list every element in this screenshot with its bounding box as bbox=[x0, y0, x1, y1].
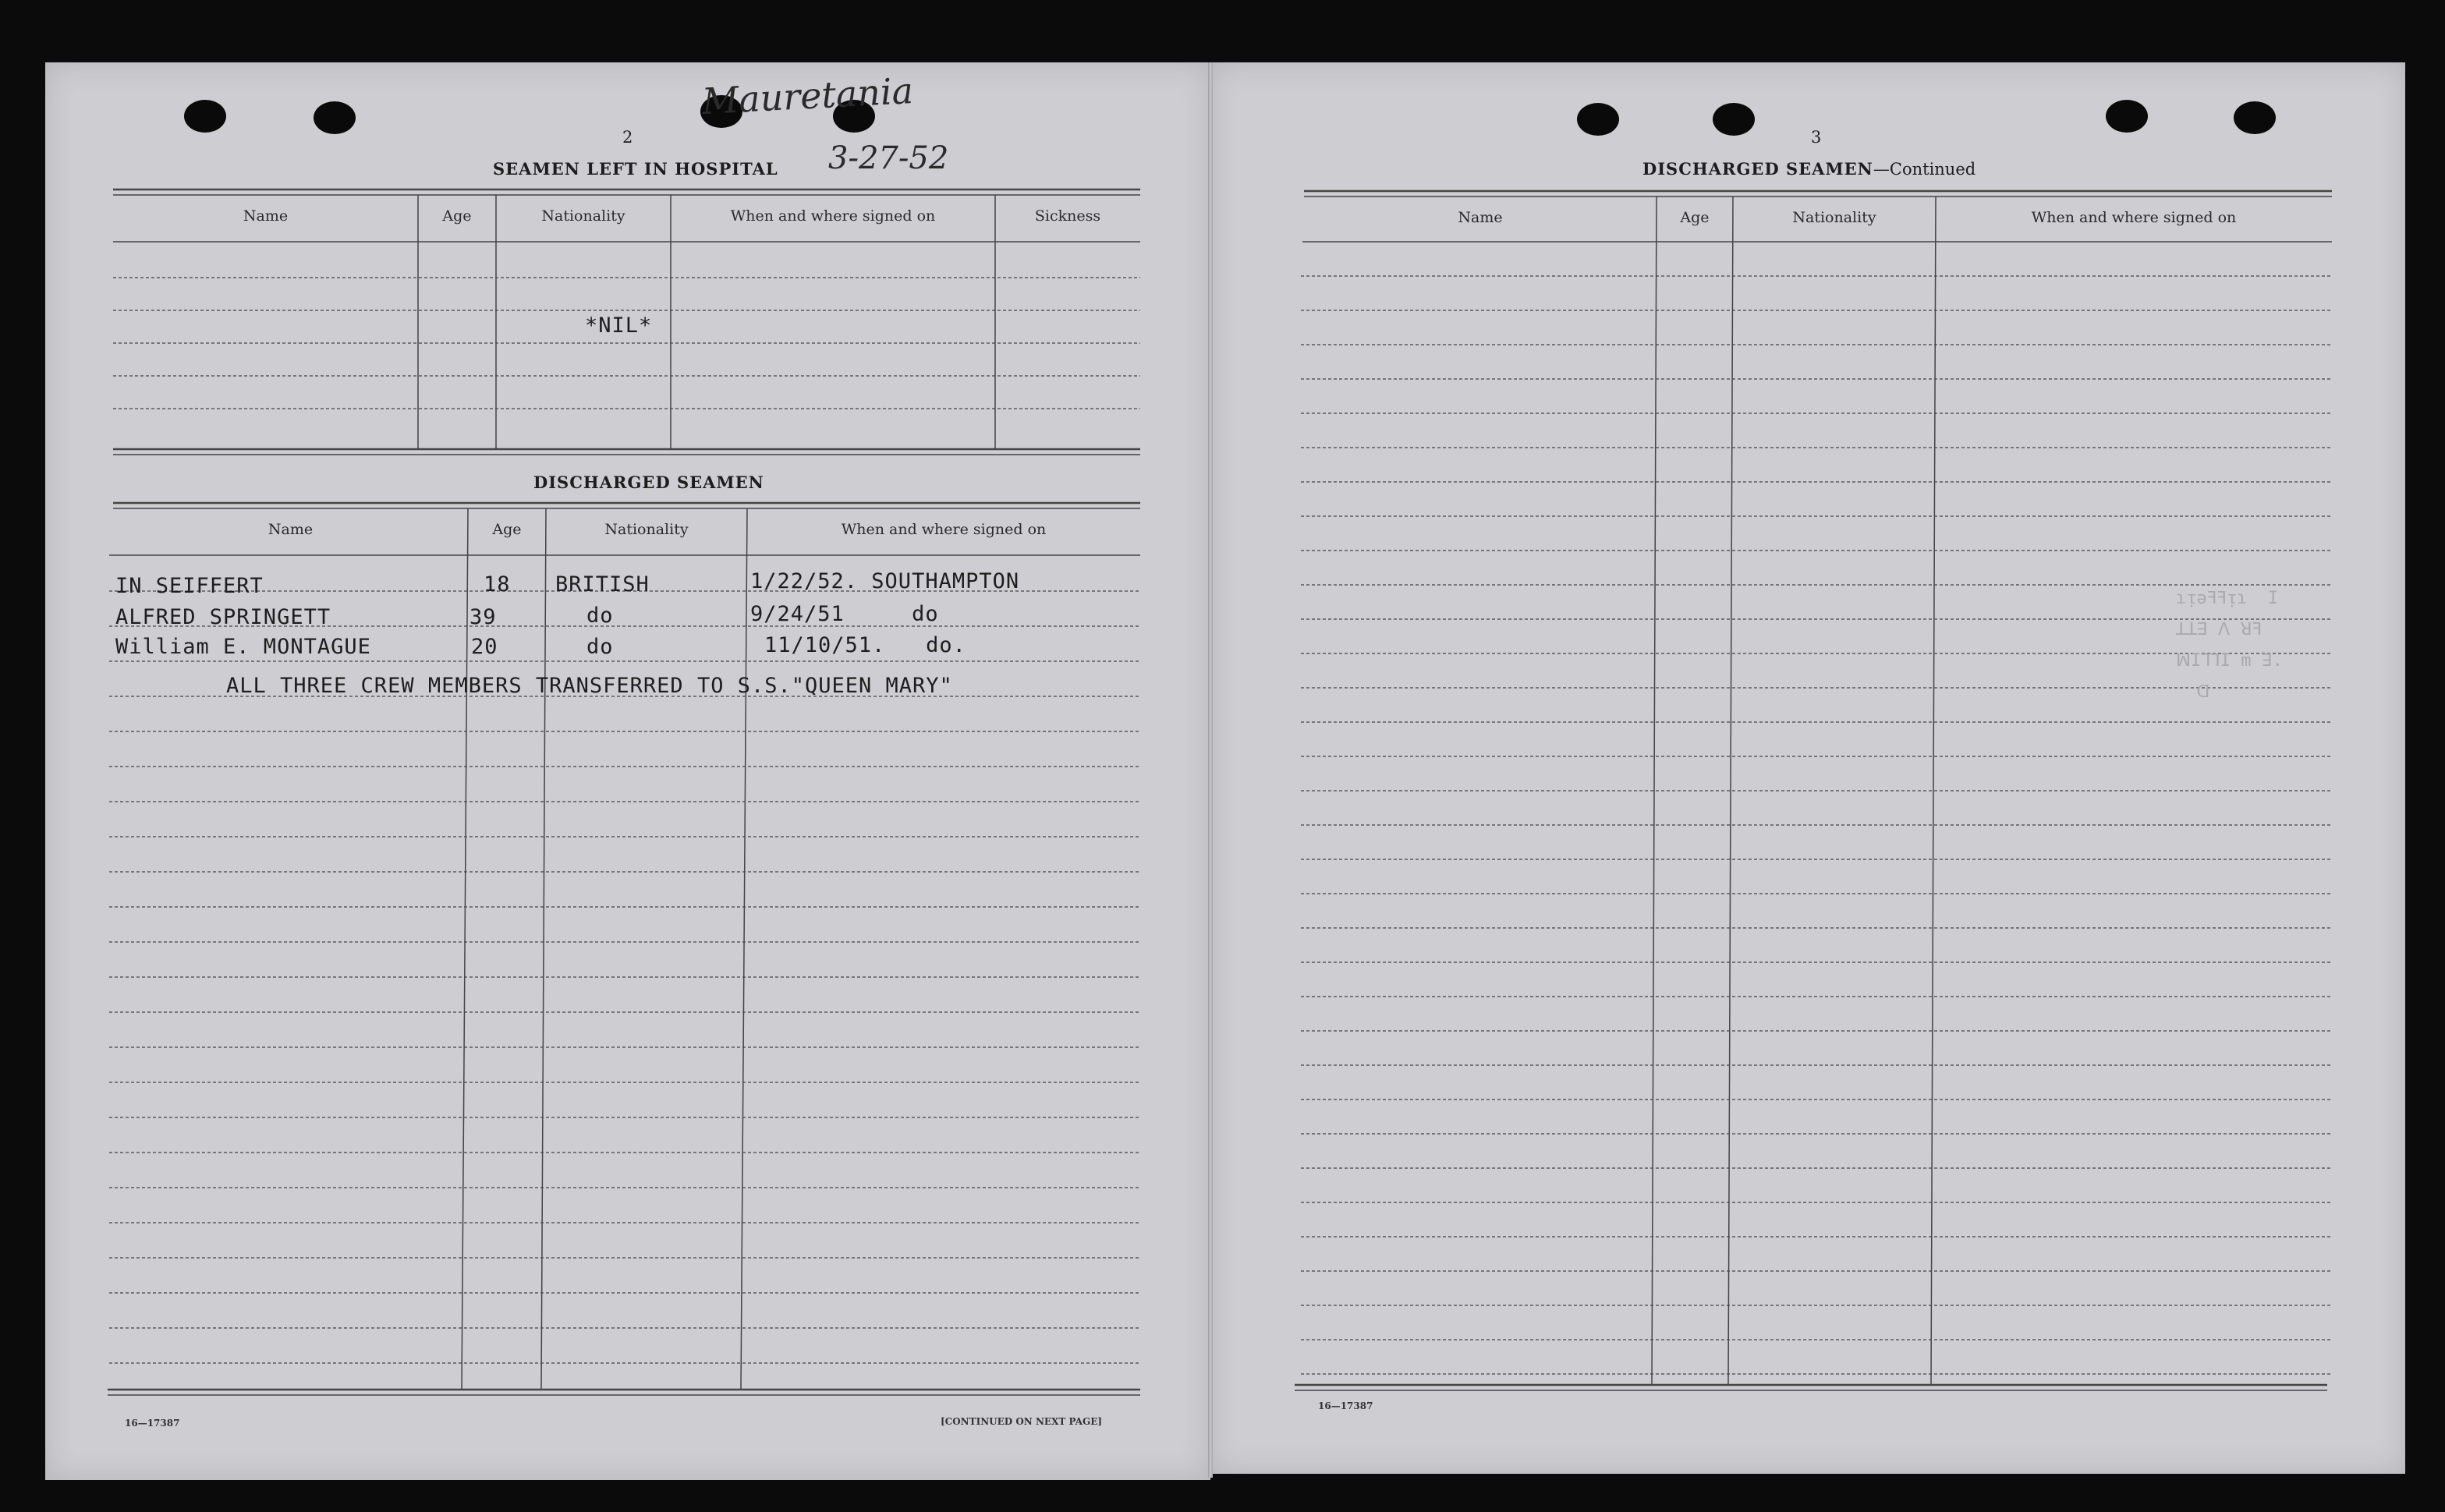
seaman-name: IN SEIFFERT bbox=[115, 574, 264, 598]
seaman-age: 18 bbox=[484, 572, 511, 597]
column-header-age: Age bbox=[492, 521, 522, 538]
column-header-sickness: Sickness bbox=[1034, 207, 1101, 225]
seaman-signed-on: 11/10/51. do. bbox=[764, 633, 966, 657]
hospital-nil-entry: *NIL* bbox=[585, 313, 653, 338]
seaman-name: William E. MONTAGUE bbox=[115, 635, 371, 659]
hospital-section-title: SEAMEN LEFT IN HOSPITAL bbox=[493, 159, 778, 179]
column-header-signed-on: When and where signed on bbox=[2031, 209, 2237, 226]
column-header-age: Age bbox=[1680, 209, 1710, 226]
seaman-nationality: do bbox=[586, 635, 614, 659]
transfer-note: ALL THREE CREW MEMBERS TRANSFERRED TO S.S."QUEEN MARY" bbox=[226, 674, 953, 698]
column-header-signed-on: When and where signed on bbox=[841, 521, 1047, 538]
column-header-nationality: Nationality bbox=[1792, 209, 1876, 226]
column-header-nationality: Nationality bbox=[604, 521, 689, 538]
title-main: DISCHARGED SEAMEN bbox=[1642, 159, 1873, 179]
seaman-name: ALFRED SPRINGETT bbox=[115, 605, 331, 629]
column-header-name: Name bbox=[1458, 209, 1503, 226]
column-header-name: Name bbox=[268, 521, 314, 538]
seaman-signed-on: 1/22/52. SOUTHAMPTON bbox=[750, 569, 1020, 593]
seaman-nationality: BRITISH bbox=[555, 572, 650, 597]
form-number: 16—17387 bbox=[1318, 1400, 1373, 1411]
page-number: 2 bbox=[622, 128, 633, 147]
bleed-through-text: ɿᴉǝꟻꟻᴉɿ I ꓕꓕꓱ ꓥ ꓤꟻ ꟽIꞀꞀI m ꓱ. ꓷ bbox=[2176, 589, 2283, 702]
page-number: 3 bbox=[1811, 128, 1822, 147]
column-header-nationality: Nationality bbox=[541, 207, 625, 225]
column-header-name: Name bbox=[243, 207, 289, 225]
form-number: 16—17387 bbox=[125, 1418, 180, 1429]
seaman-age: 20 bbox=[471, 635, 498, 659]
seaman-nationality: do bbox=[586, 604, 614, 628]
handwritten-date: 3-27-52 bbox=[828, 140, 949, 176]
continued-note: [CONTINUED ON NEXT PAGE] bbox=[941, 1416, 1103, 1427]
discharged-section-title: DISCHARGED SEAMEN bbox=[533, 473, 764, 492]
handwritten-ship-name: Mauretania bbox=[700, 69, 915, 123]
column-header-age: Age bbox=[442, 207, 472, 225]
discharged-continued-title bbox=[1642, 159, 1975, 179]
title-suffix: —Continued bbox=[1873, 160, 1976, 179]
seaman-age: 39 bbox=[470, 605, 497, 629]
column-header-signed-on: When and where signed on bbox=[730, 207, 936, 225]
seaman-signed-on: 9/24/51 do bbox=[750, 602, 939, 626]
